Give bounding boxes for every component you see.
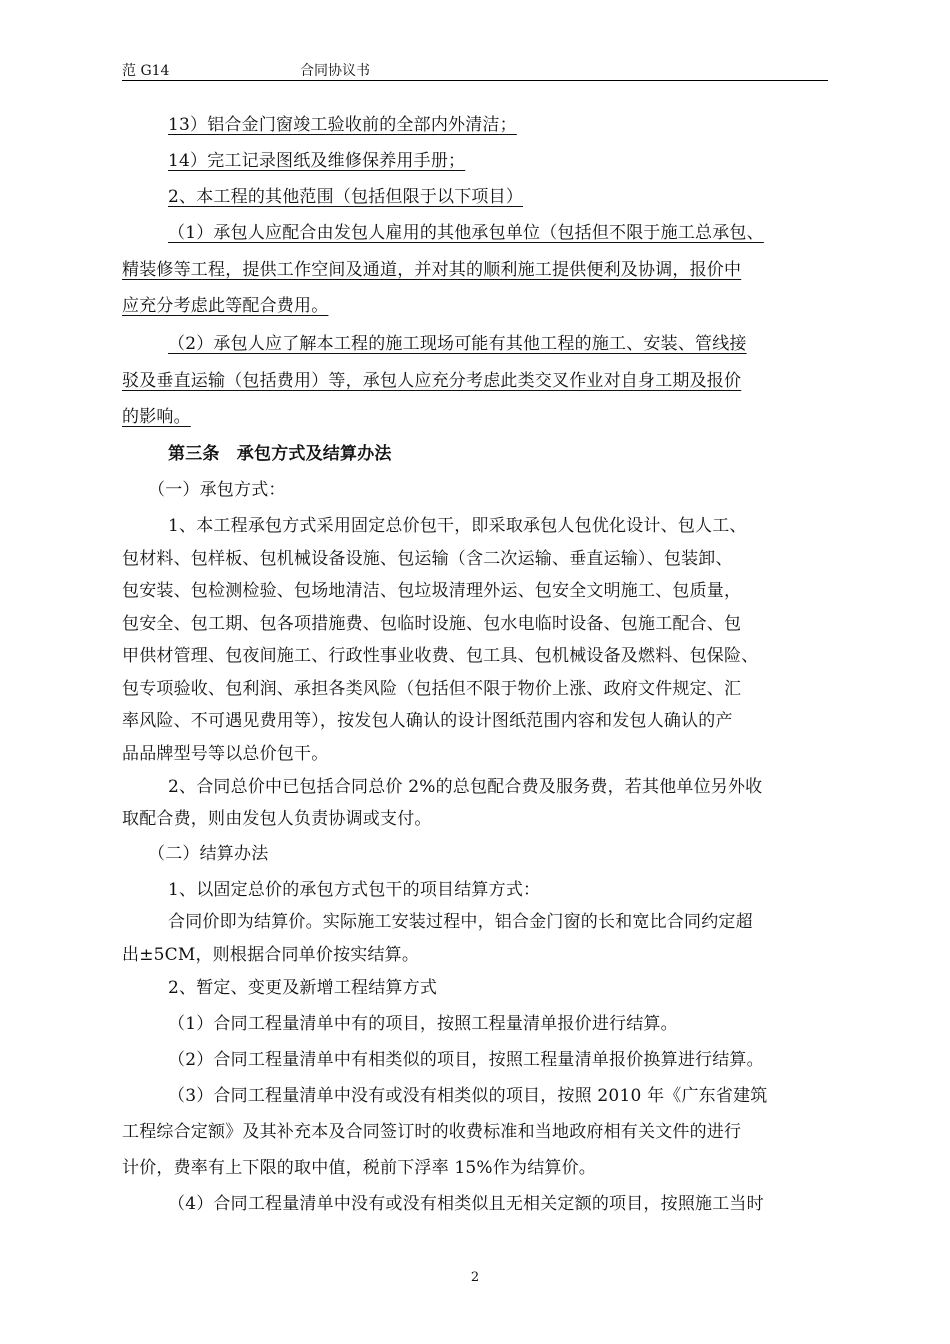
text-line: 应充分考虑此等配合费用。 [122, 296, 329, 316]
text-line: 精装修等工程，提供工作空间及通道，并对其的顺利施工提供便利及协调，报价中 [122, 260, 742, 280]
page-header [122, 58, 828, 81]
text-line: （1）承包人应配合由发包人雇用的其他承包单位（包括但不限于施工总承包、 [168, 223, 764, 243]
text-line: 率风险、不可遇见费用等），按发包人确认的设计图纸范围内容和发包人确认的产 [122, 711, 733, 731]
text-line: 驳及垂直运输（包括费用）等，承包人应充分考虑此类交叉作业对自身工期及报价 [122, 371, 742, 391]
text-line: 的影响。 [122, 407, 191, 427]
text-line: 工程综合定额》及其补充本及合同签订时的收费标准和当地政府相有关文件的进行 [122, 1122, 742, 1142]
text-line: 计价，费率有上下限的取中值，税前下浮率 15%作为结算价。 [122, 1158, 596, 1178]
text-line: 包安装、包检测检验、包场地清洁、包垃圾清理外运、包安全文明施工、包质量， [122, 581, 742, 601]
text-line: 2、本工程的其他范围（包括但限于以下项目） [168, 187, 524, 207]
text-line: 包安全、包工期、包各项措施费、包临时设施、包水电临时设备、包施工配合、包 [122, 614, 742, 634]
document-title: 合同协议书 [300, 63, 370, 79]
text-line: 1、本工程承包方式采用固定总价包干，即采取承包人包优化设计、包人工、 [168, 516, 747, 536]
text-line: 13）铝合金门窗竣工验收前的全部内外清洁； [168, 115, 517, 135]
text-line: 合同价即为结算价。实际施工安装过程中，铝合金门窗的长和宽比合同约定超 [168, 912, 753, 932]
text-line: （3）合同工程量清单中没有或没有相类似的项目，按照 2010 年《广东省建筑 [168, 1086, 768, 1106]
text-line: 2、暂定、变更及新增工程结算方式 [168, 978, 438, 998]
text-line: （4）合同工程量清单中没有或没有相类似且无相关定额的项目，按照施工当时 [168, 1194, 764, 1214]
text-line: 包材料、包样板、包机械设备设施、包运输（含二次运输、垂直运输）、包装卸、 [122, 549, 733, 569]
subsection-heading: （二）结算办法 [148, 844, 269, 864]
document-code: 范 G14 [122, 63, 170, 79]
text-line: 14）完工记录图纸及维修保养用手册； [168, 151, 466, 171]
text-line: 品品牌型号等以总价包干。 [122, 744, 329, 764]
page-number: 2 [470, 1270, 480, 1285]
text-line: （2）承包人应了解本工程的施工现场可能有其他工程的施工、安装、管线接 [168, 334, 747, 354]
section-heading: 第三条 承包方式及结算办法 [168, 444, 392, 464]
text-line: 2、合同总价中已包括合同总价 2%的总包配合费及服务费，若其他单位另外收 [168, 777, 763, 797]
text-line: 1、以固定总价的承包方式包干的项目结算方式： [168, 880, 541, 900]
text-line: 甲供材管理、包夜间施工、行政性事业收费、包工具、包机械设备及燃料、包保险、 [122, 646, 759, 666]
subsection-heading: （一）承包方式： [148, 480, 286, 500]
text-line: （1）合同工程量清单中有的项目，按照工程量清单报价进行结算。 [168, 1014, 678, 1034]
text-line: 包专项验收、包利润、承担各类风险（包括但不限于物价上涨、政府文件规定、汇 [122, 679, 742, 699]
text-line: （2）合同工程量清单中有相类似的项目，按照工程量清单报价换算进行结算。 [168, 1050, 764, 1070]
text-line: 取配合费，则由发包人负责协调或支付。 [122, 809, 432, 829]
text-line: 出±5CM，则根据合同单价按实结算。 [122, 945, 420, 965]
